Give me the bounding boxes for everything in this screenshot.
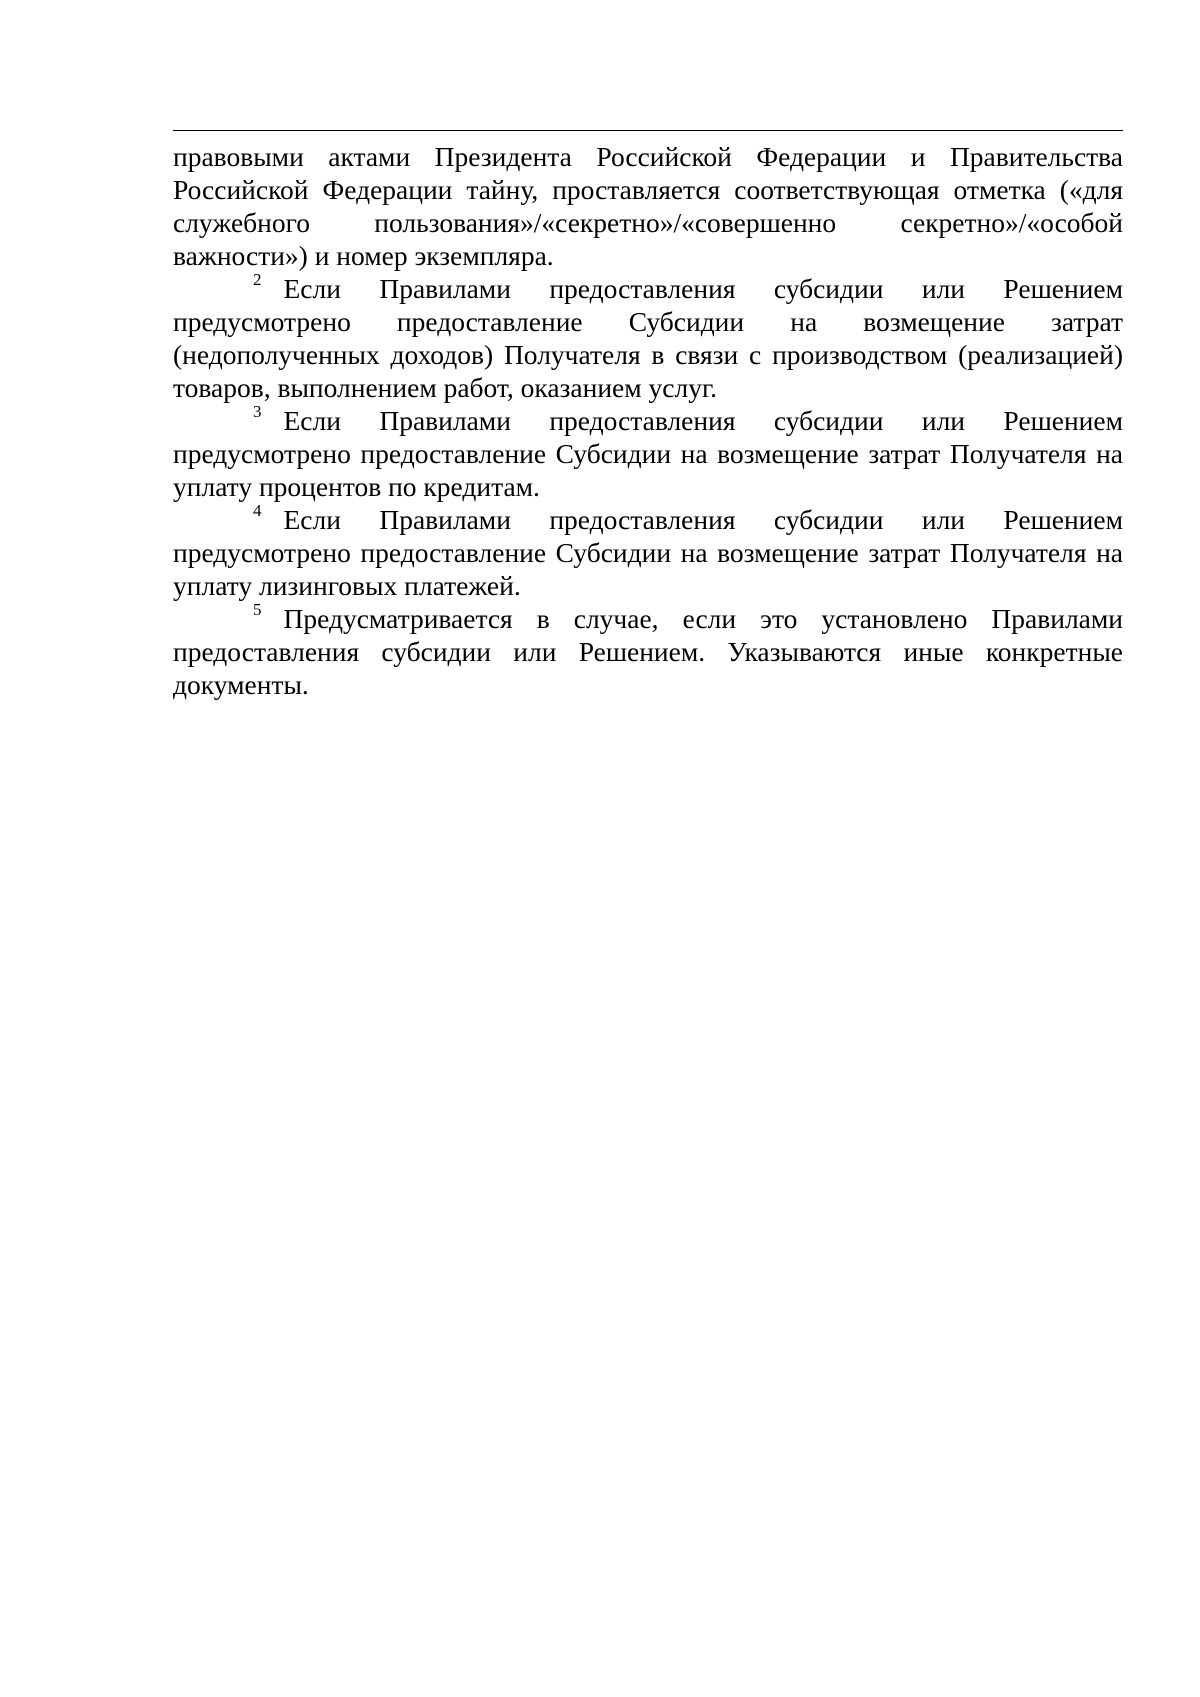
footnote-text: правовыми актами Президента Российской Федерации и Правительства Российской Федерации тайну, проставляется соответствующая отметка («для служебного пользования»/«секретно»/«совершенно секретно»/«особой важности») и номер экземпляра. [173, 141, 1123, 271]
footnotes-section [173, 140, 1123, 701]
footnote-marker: 3 [253, 402, 262, 421]
footnote-marker: 4 [253, 501, 262, 520]
footnote-text: Если Правилами предоставления субсидии или Решением предусмотрено предоставление Субсидии на возмещение затрат (недополученных доходов) Получателя в связи с производством (реализацией) товаров, выполнением работ, оказанием услуг. [173, 273, 1123, 403]
footnote-continuation [173, 140, 1123, 272]
footnote-3 [173, 404, 1123, 503]
footnote-text: Если Правилами предоставления субсидии или Решением предусмотрено предоставление Субсидии на возмещение затрат Получателя на уплату лизинговых платежей. [173, 504, 1123, 601]
footnote-marker: 5 [253, 600, 262, 619]
footnote-5 [173, 602, 1123, 701]
footnote-4 [173, 503, 1123, 602]
footnote-separator [173, 130, 1123, 131]
footnote-marker: 2 [253, 270, 262, 289]
footnote-text: Если Правилами предоставления субсидии или Решением предусмотрено предоставление Субсидии на возмещение затрат Получателя на уплату процентов по кредитам. [173, 405, 1123, 502]
footnote-text: Предусматривается в случае, если это установлено Правилами предоставления субсидии или Решением. Указываются иные конкретные документы. [173, 603, 1123, 700]
footnote-2 [173, 272, 1123, 404]
